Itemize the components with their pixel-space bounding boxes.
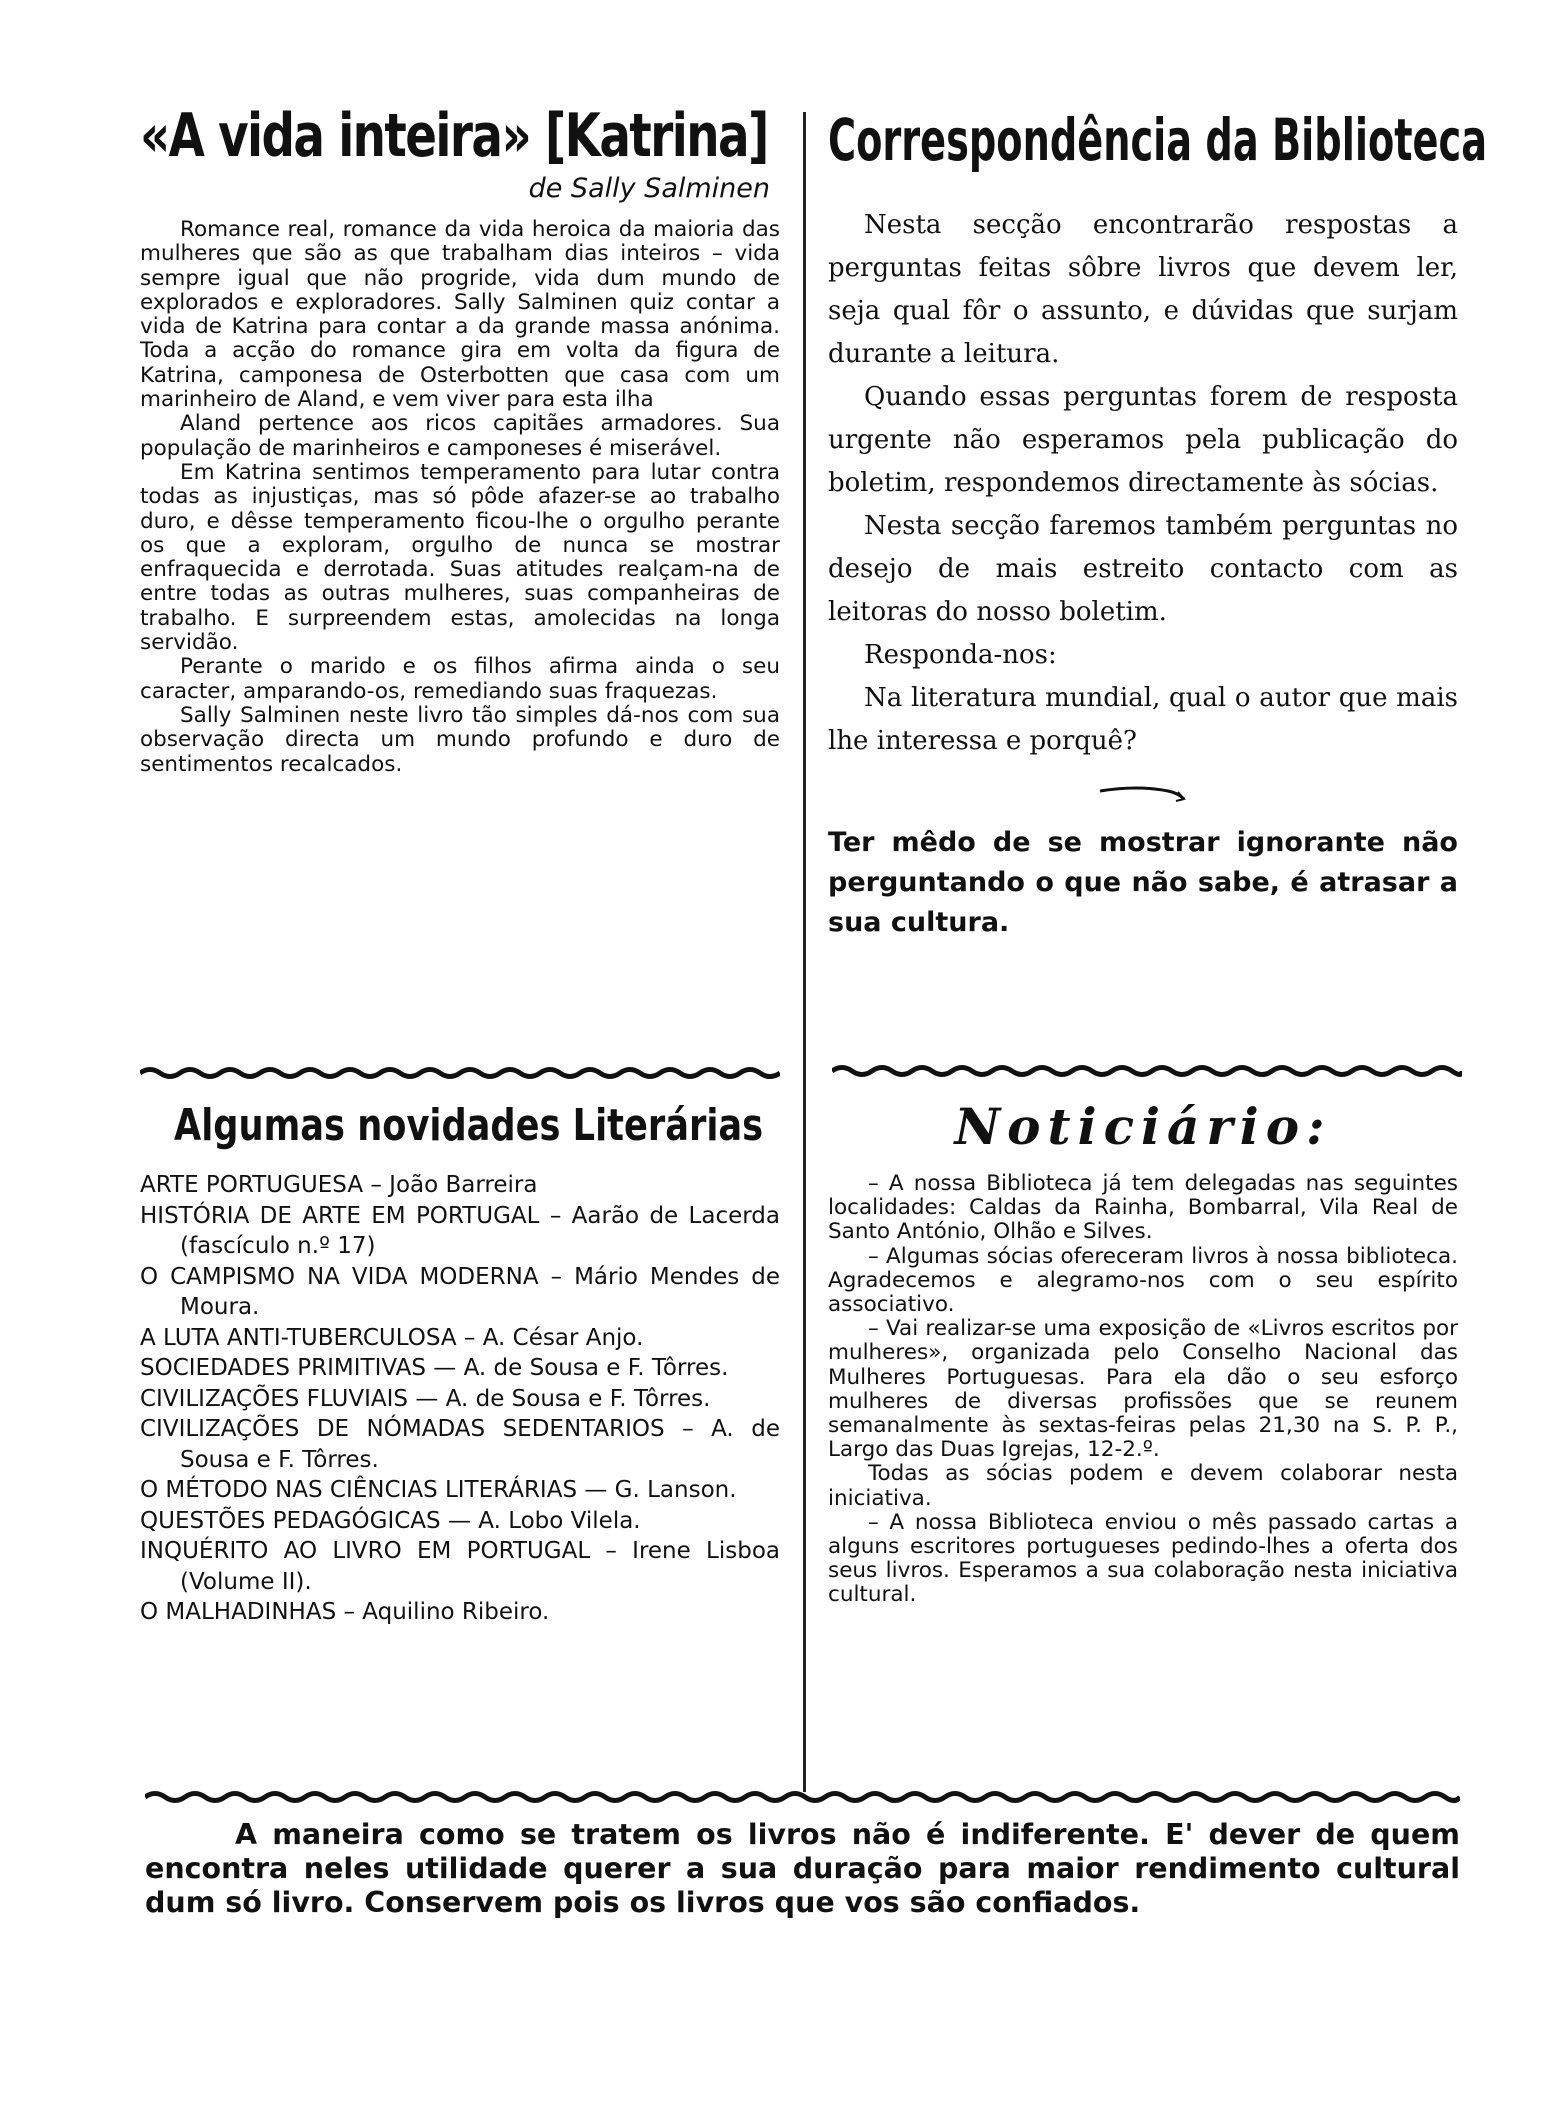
novidades-section [140,1096,780,1628]
list-item: QUESTÕES PEDAGÓGICAS — A. Lobo Vilela. [140,1507,641,1534]
list-item: O MÉTODO NAS CIÊNCIAS LITERÁRIAS — G. Lanson. [140,1477,737,1503]
footer-text: A maneira como se tratem os livros não é indiferente. E' dever de quem encontra neles utilidade querer a sua duração para maior rendimento cultural dum só livro. Conservem pois os livros que vos são confiados. [145,1818,1460,1919]
correspondence-paragraph: Quando essas perguntas forem de resposta urgente não esperamos pela publicação do boletim, respondemos directamente às sócias. [828,382,1458,498]
noticiario-title: Noticiário: [954,1097,1332,1156]
list-item: SOCIEDADES PRIMITIVAS — A. de Sousa e F. Tôrres. [140,1355,729,1381]
review-title: «A vida inteira» [Katrina] [140,101,768,171]
review-paragraph: Sally Salminen neste livro tão simples dá-nos com sua observação directa um mundo profundo e duro de sentimentos recalcados. [140,702,780,777]
review-byline: de Sally Salminen [528,173,770,204]
wavy-divider [832,1064,1462,1078]
correspondence-title: Correspondência da Biblioteca [828,106,1488,174]
noticiario-paragraph: – Vai realizar-se uma exposição de «Livros escritos por mulheres», organizada pelo Conselho Nacional das Mulheres Portuguesas. Para ela dão o seu esforço mulheres de diversas profissões que se reunem semanalmente às sextas-feiras pelas 21,30 na S. P. P., Largo das Duas Igrejas, 12-2.º. [828,1316,1458,1463]
noticiario-paragraph: – A nossa Biblioteca enviou o mês passado cartas a alguns escritores portugueses pedindo-lhes a oferta dos seus livros. Esperamos a sua colaboração nesta iniciativa cultural. [828,1509,1458,1608]
list-item: INQUÉRITO AO LIVRO EM PORTUGAL – Irene Lisboa (Volume II). [140,1538,780,1595]
noticiario-paragraph: Todas as sócias podem e devem colaborar nesta iniciativa. [828,1461,1458,1511]
correspondence-body [828,204,1458,763]
wavy-divider [140,1066,780,1080]
novidades-title: Algumas novidades Literárias [174,1100,764,1151]
list-item: O CAMPISMO NA VIDA MODERNA – Mário Mendes de Moura. [140,1263,780,1320]
list-item: HISTÓRIA DE ARTE EM PORTUGAL – Aarão de Lacerda (fascículo n.º 17) [140,1202,780,1259]
list-item: A LUTA ANTI-TUBERCULOSA – A. César Anjo. [140,1324,644,1351]
correspondence-section [828,100,1488,943]
list-item: ARTE PORTUGUESA – João Barreira [140,1172,538,1198]
review-paragraph: Romance real, romance da vida heroica da maioria das mulheres que são as que trabalham dias inteiros – vida sempre igual que não progride, vida dum mundo de explorados e exploradores. Sally Salminen quiz contar a vida de Katrina para contar a da grande massa anónima. Toda a acção do romance gira em volta da figura de Katrina, camponesa de Osterbotten que casa com um marinheiro de Aland, e vem viver para esta ilha [140,217,780,413]
correspondence-paragraph: Nesta secção faremos também perguntas no desejo de mais estreito contacto com as leitoras do nosso boletim. [828,511,1458,627]
wavy-divider-full [145,1790,1460,1804]
column-divider [803,112,806,1792]
review-paragraph: Perante o marido e os filhos afirma ainda o seu caracter, amparando-os, remediando suas fraquezas. [140,654,780,704]
list-item: CIVILIZAÇÕES FLUVIAIS — A. de Sousa e F. Tôrres. [140,1385,711,1412]
novidades-list [140,1170,780,1628]
list-item: O MALHADINHAS – Aquilino Ribeiro. [140,1599,550,1625]
list-item: CIVILIZAÇÕES DE NÓMADAS SEDENTARIOS – A. de Sousa e F. Tôrres. [140,1416,780,1473]
correspondence-paragraph: Responda-nos: [864,640,1057,670]
correspondence-motto: Ter mêdo de se mostrar ignorante não perguntando o que não sabe, é atrasar a sua cultura. [828,827,1458,938]
ornament-swash [1098,777,1188,807]
noticiario-paragraph: – Algumas sócias ofereceram livros à nossa biblioteca. Agradecemos e alegramo-nos com o seu espírito associativo. [828,1243,1458,1318]
footer-note [145,1818,1460,1920]
review-article [140,100,780,777]
review-paragraph: Aland pertence aos ricos capitães armadores. Sua população de marinheiros e camponeses é miserável. [140,411,780,461]
review-paragraph: Em Katrina sentimos temperamento para lutar contra todas as injustiças, mas só pôde afazer-se ao trabalho duro, e dêsse temperamento ficou-lhe o orgulho perante os que a exploram, orgulho de nunca se mostrar enfraquecida e derrotada. Suas atitudes realçam-na de entre todas as outras mulheres, suas companheiras de trabalho. E surpreendem estas, amolecidas na longa servidão. [140,459,780,656]
noticiario-body [828,1172,1458,1608]
review-body [140,218,780,777]
correspondence-paragraph: Nesta secção encontrarão respostas a perguntas feitas sôbre livros que devem ler, seja qual fôr o assunto, e dúvidas que surjam durante a leitura. [828,210,1458,369]
noticiario-section [828,1092,1458,1608]
correspondence-paragraph: Na literatura mundial, qual o autor que mais lhe interessa e porquê? [828,683,1458,756]
noticiario-paragraph: – A nossa Biblioteca já tem delegadas nas seguintes localidades: Caldas da Rainha, Bombarral, Vila Real de Santo António, Olhão e Silves. [828,1171,1458,1245]
